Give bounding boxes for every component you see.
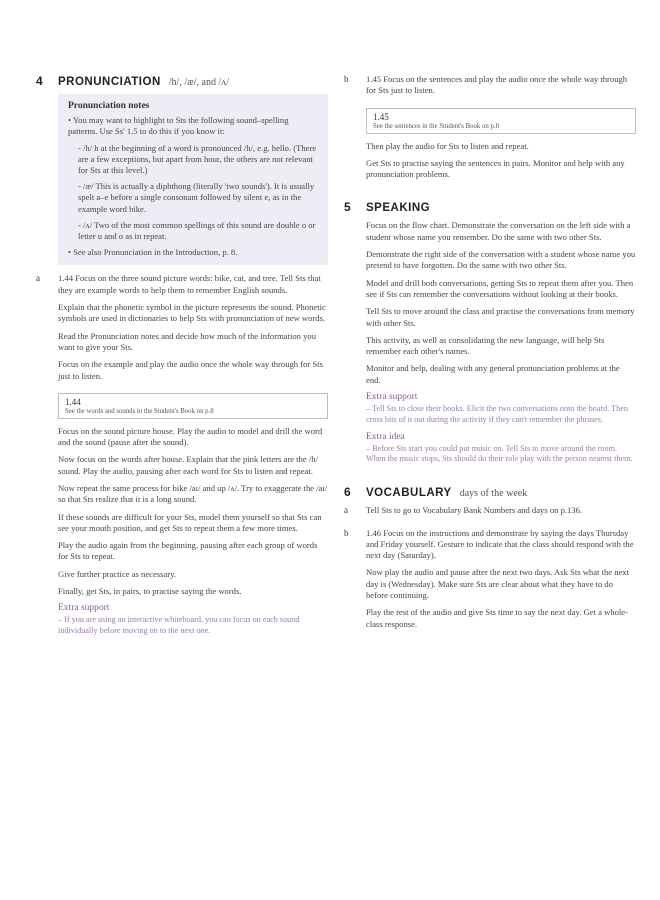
paragraph: This activity, as well as consolidating the new language, will help Sts remember each other's names.: [366, 334, 605, 357]
paragraph: Tell Sts to move around the class and practise the conversations from memory with other Sts.: [366, 306, 635, 328]
pronunciation-notes-box: [58, 94, 328, 265]
section-number: 4: [36, 74, 43, 88]
paragraph: If these sounds are difficult for your Sts, model them yourself so that Sts can see your mouth position, and get Sts to repeat them a few more times.: [58, 511, 322, 533]
extra-support-text: – Tell Sts to close their books. Elicit the two conversations onto the board. Then cross bits of it out during the activity if they can't remember the phrases.: [366, 404, 628, 424]
vocab-exercise-a: [344, 505, 636, 522]
exercise-letter: a: [36, 273, 40, 284]
audio-script-box: [58, 393, 328, 419]
section-5-heading: [344, 200, 636, 214]
section-number: 5: [344, 200, 351, 215]
exercise-letter: a: [344, 505, 348, 516]
paragraph: Tell Sts to go to Vocabulary Bank Numbers and days on p.136.: [366, 505, 583, 516]
notes-uh: - /ʌ/ Two of the most common spellings of this sound are double o or letter u and o as in repeat.: [78, 219, 316, 242]
audio-script: See the words and sounds in the Student's Book on p.8: [65, 407, 214, 415]
notes-ae: - /æ/ This is actually a diphthong (literally 'two sounds'). It is usually spelt a–e before a single consonant followed by silent e, as in the example word bike.: [78, 181, 315, 214]
section-title: PRONUNCIATION: [58, 76, 161, 88]
paragraph: Read the Pronunciation notes and decide how much of the information you want to give your Sts.: [58, 330, 316, 352]
left-column: [36, 74, 328, 643]
extra-support-title: Extra support: [366, 392, 418, 403]
paragraph: Demonstrate the right side of the conversation with a student whose name you pretend to have forgotten. Do the same with two other Sts.: [366, 249, 636, 271]
extra-support-text: – If you are using an interactive whiteboard, you can focus on each sound individually before moving on to the next one.: [58, 615, 300, 636]
audio-script: See the sentences in the Student's Book on p.8: [373, 122, 500, 130]
right-column: [344, 74, 636, 641]
paragraph: Finally, get Sts, in pairs, to practise saying the words.: [58, 586, 242, 597]
exercise-a: [36, 273, 328, 387]
section-4-heading: [36, 74, 328, 88]
section-number: 6: [344, 485, 351, 500]
section-title: VOCABULARY: [366, 487, 452, 500]
paragraph: Then play the audio for Sts to listen and repeat.: [366, 140, 529, 151]
exercise-b: [344, 74, 636, 103]
extra-idea-text: – Before Sts start you could put music on. Tell Sts to move around the room. When the music stops, Sts should do their role play with the person nearest them.: [366, 443, 633, 464]
paragraph: Now repeat the same process for bike /aɪ/ and up /ʌ/. Try to exaggerate the /aɪ/ so that Sts realize that it is a long sound.: [58, 483, 328, 505]
paragraph: 1.46 Focus on the instructions and demonstrate by saying the days Thursday and Friday yourself. Gesture to indicate that the class should respond with the next day (Saturday).: [366, 527, 634, 561]
paragraph: Monitor and help, dealing with any general pronunciation problems at the end.: [366, 363, 620, 385]
section-title: SPEAKING: [366, 202, 431, 215]
paragraph: Focus on the flow chart. Demonstrate the conversation on the left side with a student whose name you remember. Do the same with two other Sts.: [366, 220, 631, 242]
paragraph: Focus on the sound picture house. Play the audio to model and drill the word and the sound (pause after the sound).: [58, 425, 323, 448]
notes-see-also: • See also Pronunciation in the Introduction, p. 8.: [68, 247, 238, 258]
paragraph: 1.45 Focus on the sentences and play the audio once the whole way through for Sts just to listen.: [366, 74, 628, 96]
notes-intro: • You may want to highlight to Sts the following sound–spelling patterns. Use Ss' 1.5 to do this if you know it:: [68, 115, 289, 137]
section-6-heading: [344, 485, 636, 499]
paragraph: Now focus on the words after house. Explain that the pink letters are the /h/ sound. Play the audio, pausing after each word for Sts to listen and repeat.: [58, 454, 318, 476]
paragraph: Play the audio again from the beginning, pausing after each group of words for Sts to repeat.: [58, 540, 318, 562]
paragraph: 1.44 Focus on the three sound picture words: bike, cat, and tree. Tell Sts that they are example words to help them to remember English sounds.: [58, 273, 321, 295]
notes-h: - /h/ h at the beginning of a word is pronounced /h/, e.g. hello. (There are a few exceptions, but apart from hour, the others are not relevant for Sts at this level.): [78, 142, 317, 176]
vocab-exercise-b: [344, 528, 636, 636]
paragraph: Model and drill both conversations, getting Sts to repeat them after you. Then see if Sts can remember the conversations without looking at their books.: [366, 277, 634, 299]
audio-script-box: [366, 108, 636, 134]
paragraph: Get Sts to practise saying the sentences in pairs. Monitor and help with any pronunciation problems.: [366, 157, 625, 180]
paragraph: Focus on the example and play the audio once the whole way through for Sts just to listen.: [58, 359, 323, 381]
paragraph: Give further practice as necessary.: [58, 568, 177, 579]
extra-idea-title: Extra idea: [366, 431, 405, 442]
paragraph: Play the rest of the audio and give Sts time to say the next day. Get a whole-class response.: [366, 607, 628, 629]
exercise-letter: b: [344, 527, 349, 538]
section-subtitle: days of the week: [459, 488, 528, 500]
extra-support-title: Extra support: [58, 603, 110, 614]
paragraph: Explain that the phonetic symbol in the picture represents the sound. Phonetic symbols are used in dictionaries to help Sts with pronunciation of new words.: [58, 302, 326, 324]
audio-track: 1.45: [373, 111, 389, 122]
section-subtitle: /h/, /æ/, and /ʌ/: [168, 77, 230, 88]
exercise-letter: b: [344, 74, 349, 84]
paragraph: Now play the audio and pause after the next two days. Ask Sts what the next day is (Wednesday). Make sure Sts are clear about what they have to do before continuing.: [366, 567, 630, 601]
notes-title: Pronunciation notes: [68, 101, 150, 111]
audio-track: 1.44: [65, 396, 81, 407]
